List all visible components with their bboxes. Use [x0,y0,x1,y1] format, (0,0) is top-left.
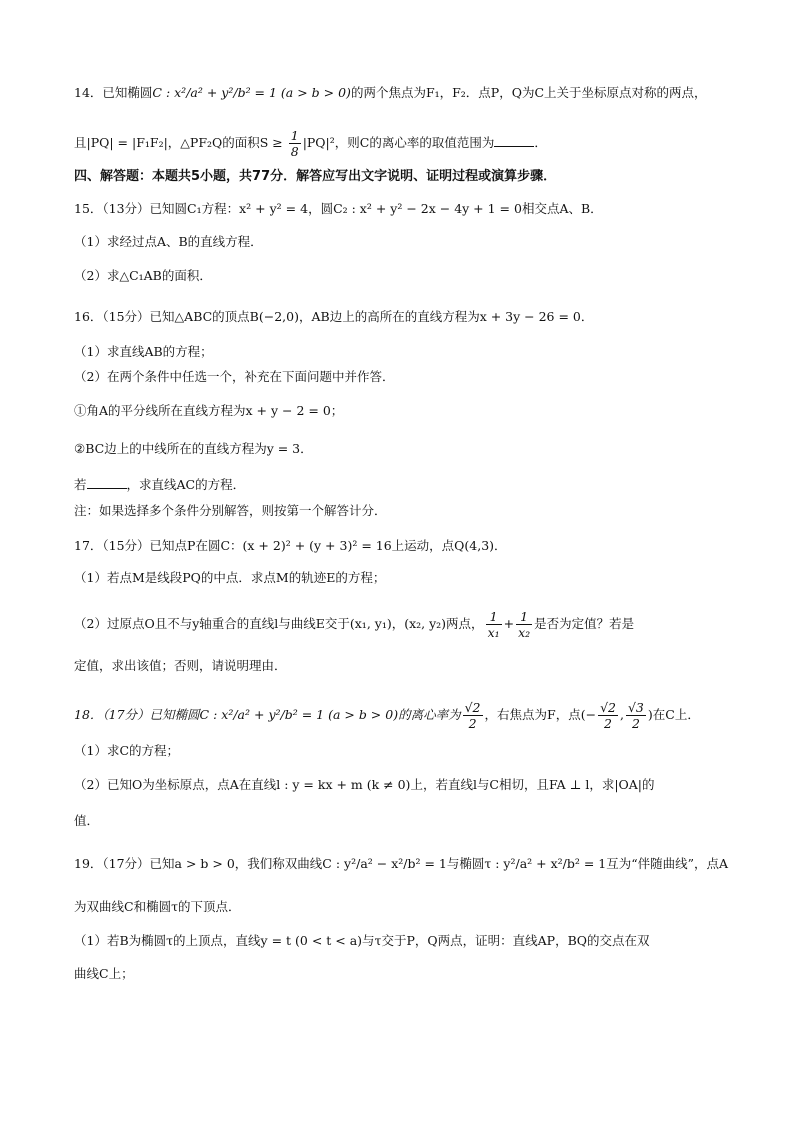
q17-plus: + [503,616,515,631]
q17-f2-den: x₂ [518,625,531,640]
q14-text-d: |PQ|²，则C的离心率的取值范围为 [302,135,495,150]
q17-part-2-cont: 定值，求出该值；否则，请说明理由． [74,658,287,673]
q18-point-x [598,700,618,731]
q19-part-1-cont: 曲线C上； [74,966,134,981]
q17-part-1: （1）若点M是线段PQ的中点．求点M的轨迹E的方程； [74,570,386,585]
q15-part-1: （1）求经过点A、B的直线方程． [74,234,263,249]
q16-part-1: （1）求直线AB的方程； [74,344,213,359]
section-header: 四、解答题：本题共5小题，共77分．解答应写出文字说明、证明过程或演算步骤． [74,169,557,184]
q14-line-1 [74,84,734,102]
q18-part-2-cont: 值． [74,813,100,828]
q14-answer-blank [494,134,534,147]
q17-f1-den: x₁ [487,625,500,640]
q16-condition-1: ①角A的平分线所在直线方程为x + y − 2 = 0； [74,403,344,418]
q18-point-close: )在C上． [647,707,700,722]
q14-line-2 [74,128,734,159]
q18-point-open: (− [580,707,597,722]
q18-e-num: √2 [464,700,481,715]
q18-px-num: √2 [600,700,616,715]
q17-fraction-2 [516,609,532,640]
q16-ask [74,476,734,494]
q14-fraction-den: 8 [290,144,299,159]
q14-ellipse-equation: C : x²/a² + y²/b² = 1 (a > b > 0) [152,85,351,100]
q16-ask-a: 若 [74,477,87,492]
q15-part-2: （2）求△C₁AB的面积． [74,268,212,283]
q18-point-sep: , [619,707,624,722]
q16-note: 注：如果选择多个条件分别解答，则按第一个解答计分． [74,503,387,518]
q18-stem [74,700,734,731]
q18-py-num: √3 [627,700,644,715]
q18-py-den: 2 [631,716,640,731]
q18-px-den: 2 [604,716,612,731]
q17-stem: 17．（15分）已知点P在圆C：(x + 2)² + (y + 3)² = 16上运动，点Q(4,3)． [74,538,507,553]
q18-stem-a: 18．（17分）已知椭圆C : x²/a² + y²/b² = 1 (a > b > 0)的离心率为 [74,707,461,722]
q16-condition-2: ②BC边上的中线所在的直线方程为y = 3． [74,441,313,456]
q19-stem: 19．（17分）已知a > b > 0，我们称双曲线C : y²/a² − x²/b² = 1与椭圆τ : y²/a² + x²/b² = 1互为“伴随曲线”，点A [74,856,729,871]
q16-ask-b: ，求直线AC的方程． [126,477,246,492]
q18-part-1: （1）求C的方程； [74,743,180,758]
q15-stem: 15．（13分）已知圆C₁方程：x² + y² = 4，圆C₂ : x² + y² − 2x − 4y + 1 = 0相交点A、B． [74,201,603,216]
q17-part-2-a: （2）过原点O且不与y轴重合的直线l与曲线E交于(x₁, y₁)，(x₂, y₂)两点， [74,616,484,631]
q17-part-2 [74,609,734,640]
q14-text-c: 且|PQ| = |F₁F₂|，△PF₂Q的面积S ≥ [74,135,287,150]
q19-part-1: （1）若B为椭圆τ的上顶点，直线y = t (0 < t < a)与τ交于P，Q两点，证明：直线AP，BQ的交点在双 [74,933,650,948]
q17-f2-num: 1 [516,609,532,625]
q14-text-b: 的两个焦点为F₁，F₂．点P，Q为C上关于坐标原点对称的两点， [350,85,707,100]
q14-text-a: 14．已知椭圆 [74,85,153,100]
q16-stem: 16．（15分）已知△ABC的顶点B(−2,0)，AB边上的高所在的直线方程为x + 3y − 26 = 0． [74,309,594,324]
q18-eccentricity [463,700,483,731]
q14-fraction [289,128,301,159]
q18-point-y [626,700,646,731]
q18-part-2: （2）已知O为坐标原点，点A在直线l : y = kx + m (k ≠ 0)上，若直线l与C相切，且FA ⊥ l，求|OA|的 [74,777,655,792]
q16-answer-blank [87,476,127,489]
q18-stem-b: ，右焦点为F，点 [484,707,581,722]
q18-e-den: 2 [468,716,477,731]
q17-f1-num: 1 [486,609,502,625]
q17-fraction-1 [486,609,502,640]
q14-fraction-num: 1 [290,128,299,143]
q16-part-2: （2）在两个条件中任选一个，补充在下面问题中并作答． [74,369,395,384]
q19-stem-cont: 为双曲线C和椭圆τ的下顶点． [74,899,241,914]
q14-text-e: ． [534,135,547,150]
q17-part-2-b: 是否为定值？若是 [534,616,635,631]
